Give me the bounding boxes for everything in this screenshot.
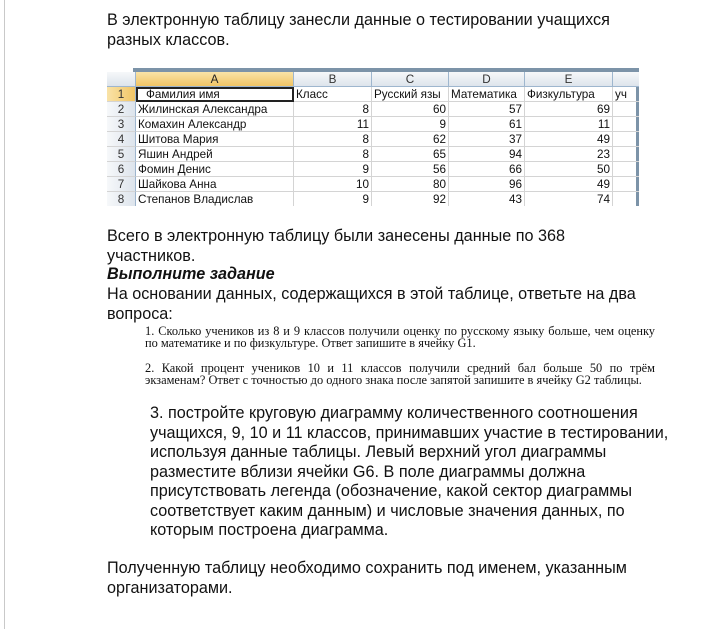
sheet-cell [613,192,639,206]
sheet-cell: 60 [372,102,449,117]
intro-text: В электронную таблицу занесли данные о тестировании учащихся разных классов. [107,11,610,49]
sheet-cell: уч [613,87,639,102]
sheet-cell: 74 [525,192,613,206]
sheet-cell: 9 [372,117,449,132]
row-number: 5 [107,147,136,162]
spreadsheet-screenshot [107,68,639,206]
sheet-cell [613,147,639,162]
sheet-cell: 23 [525,147,613,162]
total-text: Всего в электронную таблицу были занесены данные по 368 участников. [107,227,565,265]
question-1: 1. Сколько учеников из 8 и 9 классов получили оценку по русскому языку больше, чем оценку по математике и по физкультуре. Ответ запишите в ячейку G1. [145,324,655,351]
column-header-f [613,72,639,87]
sheet-cell: 9 [294,192,372,206]
sheet-cell: 8 [294,102,372,117]
sheet-cell: 50 [525,162,613,177]
sheet-cell: 56 [372,162,449,177]
sheet-cell: Физкультура [525,87,613,102]
sheet-cell: Шайкова Анна [136,177,294,192]
sheet-cell: 57 [449,102,525,117]
row-number: 4 [107,132,136,147]
sheet-cell [613,102,639,117]
row-number: 3 [107,117,136,132]
sheet-cell: Фамилия имя [136,87,294,102]
sheet-cell: 49 [525,177,613,192]
row-number: 8 [107,192,136,206]
sheet-cell [613,162,639,177]
sheet-cell: 11 [525,117,613,132]
sheet-cell: Русский язы [372,87,449,102]
sheet-cell: Математика [449,87,525,102]
page-left-border [4,0,5,629]
sheet-cell: 80 [372,177,449,192]
sheet-cell: 43 [449,192,525,206]
sheet-cell: 9 [294,162,372,177]
sheet-cell [613,132,639,147]
column-header-e: E [525,72,613,87]
column-header-d: D [449,72,525,87]
column-header-c: C [372,72,449,87]
sheet-cell: 37 [449,132,525,147]
question-2: 2. Какой процент учеников 10 и 11 классов получили средний бал больше 50 по трём экзаменам? Ответ с точностью до одного знака после запятой запишите в ячейку G2 таблицы. [145,361,655,388]
sheet-cell: 8 [294,132,372,147]
sheet-cell: Комахин Александр [136,117,294,132]
question-3: 3. постройте круговую диаграмму количественного соотношения учащихся, 9, 10 и 11 классов, принимавших участие в тестировании, используя данные таблицы. Левый верхний угол диаграммы разместите вблизи ячейки G6. В поле диаграммы должна присутствовать легенда (обозначение, какой сектор диаграммы соответствует каким данным) и числовые значения данных, по которым построена диаграмма. [150,404,669,539]
sheet-cell: 11 [294,117,372,132]
sheet-cell: Яшин Андрей [136,147,294,162]
sheet-cell: 94 [449,147,525,162]
sheet-cell: 62 [372,132,449,147]
row-number: 7 [107,177,136,192]
sheet-cell: 61 [449,117,525,132]
sheet-cell: 66 [449,162,525,177]
sheet-cell [613,117,639,132]
sheet-cell: Фомин Денис [136,162,294,177]
select-all-corner [107,72,136,87]
sheet-cell: 69 [525,102,613,117]
task-description: На основании данных, содержащихся в этой таблице, ответьте на два вопроса: [107,285,636,323]
sheet-cell: 96 [449,177,525,192]
column-header-b: B [294,72,372,87]
sheet-cell: 65 [372,147,449,162]
row-number: 6 [107,162,136,177]
row-number: 2 [107,102,136,117]
sheet-cell: Жилинская Александра [136,102,294,117]
sheet-cell: Степанов Владислав [136,192,294,206]
sheet-cell [613,177,639,192]
task-title: Выполните задание [107,265,275,283]
row-number: 1 [107,87,136,102]
sheet-cell: 10 [294,177,372,192]
sheet-cell: 92 [372,192,449,206]
sheet-cell: 49 [525,132,613,147]
sheet-cell: 8 [294,147,372,162]
column-header-a: A [136,72,294,87]
sheet-cell: Шитова Мария [136,132,294,147]
sheet-cell: Класс [294,87,372,102]
final-text: Полученную таблицу необходимо сохранить под именем, указанным организаторами. [107,559,627,597]
